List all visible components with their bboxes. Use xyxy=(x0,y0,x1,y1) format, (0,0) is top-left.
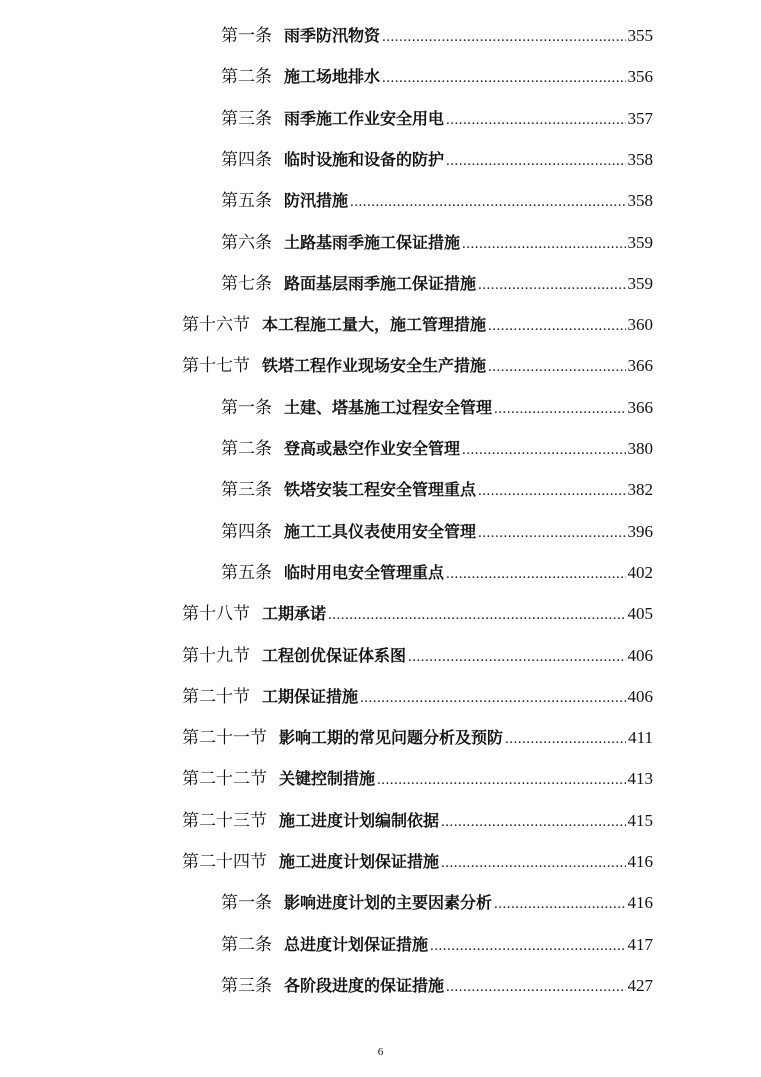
toc-entry-number: 第一条 xyxy=(221,893,272,913)
toc-entry-title: 工期承诺 xyxy=(262,604,327,624)
toc-article-entry[interactable] xyxy=(221,972,653,1000)
toc-article-entry[interactable] xyxy=(221,931,653,959)
toc-dot-leader xyxy=(328,601,625,629)
toc-entry-page: 427 xyxy=(627,975,653,995)
toc-entry-title: 施工场地排水 xyxy=(284,67,381,87)
toc-entry-number: 第四条 xyxy=(221,149,272,169)
toc-entry-number: 第二条 xyxy=(221,67,272,87)
toc-entry-page: 406 xyxy=(627,645,653,665)
toc-dot-leader xyxy=(382,64,625,92)
toc-entry-title: 登高或悬空作业安全管理 xyxy=(284,439,461,458)
toc-entry-number: 第三条 xyxy=(221,108,272,128)
toc-article-entry[interactable] xyxy=(221,187,653,215)
toc-section-entry[interactable] xyxy=(182,311,653,339)
toc-article-entry[interactable] xyxy=(221,22,653,50)
toc-dot-leader xyxy=(446,106,625,134)
toc-entry-title: 防汛措施 xyxy=(284,191,349,211)
toc-article-entry[interactable] xyxy=(221,105,653,133)
toc-entry-title: 总进度计划保证措施 xyxy=(284,934,429,954)
toc-entry-title: 施工进度计划保证措施 xyxy=(279,852,440,871)
toc-entry-number: 第七条 xyxy=(221,273,272,293)
toc-dot-leader xyxy=(441,849,625,877)
toc-entry-number: 第三条 xyxy=(221,480,272,500)
toc-dot-leader xyxy=(408,643,625,671)
toc-entry-title: 土路基雨季施工保证措施 xyxy=(284,232,461,252)
toc-entry-number: 第二十二节 xyxy=(182,769,267,789)
toc-entry-page: 355 xyxy=(627,26,653,45)
toc-dot-leader xyxy=(441,808,625,836)
toc-entry-number: 第十九节 xyxy=(182,645,250,665)
toc-dot-leader xyxy=(478,519,625,547)
toc-entry-page: 366 xyxy=(627,356,653,376)
toc-article-entry[interactable] xyxy=(221,394,653,422)
toc-entry-page: 358 xyxy=(627,191,653,211)
toc-entry-title: 各阶段进度的保证措施 xyxy=(284,975,445,995)
toc-entry-page: 366 xyxy=(627,397,653,417)
toc-dot-leader xyxy=(478,271,625,299)
toc-dot-leader xyxy=(462,436,625,464)
toc-entry-number: 第四条 xyxy=(221,521,272,541)
toc-entry-title: 路面基层雨季施工保证措施 xyxy=(284,273,477,293)
toc-entry-title: 临时设施和设备的防护 xyxy=(284,149,445,169)
toc-entry-title: 影响工期的常见问题分析及预防 xyxy=(279,728,504,748)
toc-entry-page: 356 xyxy=(627,67,653,87)
toc-dot-leader xyxy=(382,23,625,51)
toc-entry-title: 临时用电安全管理重点 xyxy=(284,562,445,582)
toc-dot-leader xyxy=(350,188,625,216)
toc-section-entry[interactable] xyxy=(182,352,653,380)
toc-section-entry[interactable] xyxy=(182,848,653,876)
toc-entry-title: 本工程施工量大，施工管理措施 xyxy=(262,315,487,335)
toc-dot-leader xyxy=(488,312,625,340)
toc-entry-title: 影响进度计划的主要因素分析 xyxy=(284,893,493,913)
toc-entry-number: 第五条 xyxy=(221,562,272,582)
toc-article-entry[interactable] xyxy=(221,889,653,917)
toc-article-entry[interactable] xyxy=(221,435,653,463)
toc-entry-page: 413 xyxy=(627,769,653,789)
toc-entry-page: 359 xyxy=(627,273,653,293)
toc-entry-number: 第五条 xyxy=(221,191,272,211)
toc-entry-page: 415 xyxy=(627,810,653,830)
toc-entry-page: 382 xyxy=(627,480,653,500)
toc-entry-number: 第二十一节 xyxy=(182,728,267,748)
toc-entry-page: 380 xyxy=(627,439,653,458)
toc-entry-page: 358 xyxy=(627,149,653,169)
toc-dot-leader xyxy=(494,395,625,423)
toc-entry-number: 第十七节 xyxy=(182,356,250,376)
toc-entry-page: 357 xyxy=(627,108,653,128)
toc-section-entry[interactable] xyxy=(182,765,653,793)
toc-entry-number: 第三条 xyxy=(221,975,272,995)
toc-entry-title: 雨季防汛物资 xyxy=(284,26,381,45)
toc-dot-leader xyxy=(505,725,626,753)
toc-entry-page: 360 xyxy=(627,315,653,335)
toc-section-entry[interactable] xyxy=(182,600,653,628)
toc-dot-leader xyxy=(488,353,625,381)
toc-entry-title: 土建、塔基施工过程安全管理 xyxy=(284,397,493,417)
toc-entry-page: 359 xyxy=(627,232,653,252)
toc-entry-title: 施工工具仪表使用安全管理 xyxy=(284,521,477,541)
toc-entry-number: 第二十三节 xyxy=(182,810,267,830)
toc-entry-page: 396 xyxy=(627,521,653,541)
toc-entry-number: 第二十节 xyxy=(182,686,250,706)
toc-entry-page: 406 xyxy=(627,686,653,706)
toc-article-entry[interactable] xyxy=(221,63,653,91)
toc-entry-page: 416 xyxy=(627,852,653,871)
toc-section-entry[interactable] xyxy=(182,642,653,670)
toc-entry-number: 第二十四节 xyxy=(182,852,267,871)
toc-dot-leader xyxy=(446,973,625,1001)
toc-entry-title: 铁塔工程作业现场安全生产措施 xyxy=(262,356,487,376)
toc-entry-title: 铁塔安装工程安全管理重点 xyxy=(284,480,477,500)
toc-article-entry[interactable] xyxy=(221,559,653,587)
toc-section-entry[interactable] xyxy=(182,724,653,752)
toc-dot-leader xyxy=(478,477,625,505)
toc-entry-page: 416 xyxy=(627,893,653,913)
toc-entry-number: 第一条 xyxy=(221,397,272,417)
page-number: 6 xyxy=(377,1046,384,1058)
toc-article-entry[interactable] xyxy=(221,146,653,174)
toc-dot-leader xyxy=(446,147,625,175)
toc-entry-title: 工程创优保证体系图 xyxy=(262,645,407,665)
toc-article-entry[interactable] xyxy=(221,270,653,298)
toc-entry-title: 施工进度计划编制依据 xyxy=(279,810,440,830)
toc-dot-leader xyxy=(494,890,625,918)
toc-article-entry[interactable] xyxy=(221,476,653,504)
toc-entry-number: 第十六节 xyxy=(182,315,250,335)
toc-entry-title: 关键控制措施 xyxy=(279,769,376,789)
toc-section-entry[interactable] xyxy=(182,683,653,711)
toc-section-entry[interactable] xyxy=(182,807,653,835)
toc-entry-title: 雨季施工作业安全用电 xyxy=(284,108,445,128)
toc-dot-leader xyxy=(446,560,625,588)
toc-entry-number: 第二条 xyxy=(221,439,272,458)
toc-article-entry[interactable] xyxy=(221,229,653,257)
toc-dot-leader xyxy=(377,766,625,794)
toc-dot-leader xyxy=(462,230,625,258)
toc-entry-number: 第十八节 xyxy=(182,604,250,624)
toc-entry-number: 第二条 xyxy=(221,934,272,954)
toc-entry-page: 411 xyxy=(628,728,653,748)
toc-entry-page: 417 xyxy=(627,934,653,954)
toc-entry-page: 405 xyxy=(627,604,653,624)
toc-entry-number: 第六条 xyxy=(221,232,272,252)
toc-dot-leader xyxy=(360,684,625,712)
toc-entry-number: 第一条 xyxy=(221,26,272,45)
toc-entry-page: 402 xyxy=(627,562,653,582)
toc-entry-title: 工期保证措施 xyxy=(262,686,359,706)
toc-dot-leader xyxy=(430,932,625,960)
toc-article-entry[interactable] xyxy=(221,518,653,546)
